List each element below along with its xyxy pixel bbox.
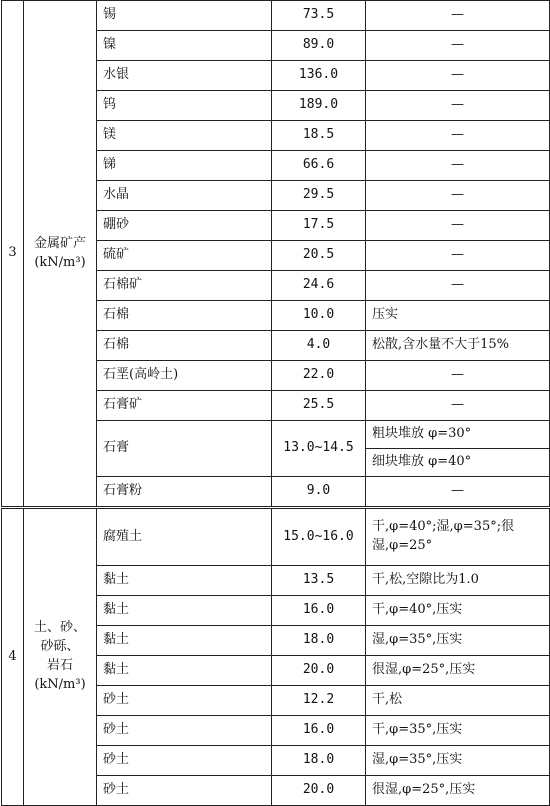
remark: — — [366, 477, 550, 508]
material-name: 硼砂 — [97, 211, 272, 241]
material-name: 水银 — [97, 61, 272, 91]
density-value: 4.0 — [272, 331, 366, 361]
density-value: 13.0~14.5 — [272, 421, 366, 477]
material-name: 黏土 — [97, 566, 272, 596]
density-value: 66.6 — [272, 151, 366, 181]
remark: 干,φ=35°,压实 — [366, 716, 550, 746]
material-name: 石膏粉 — [97, 477, 272, 508]
density-value: 18.0 — [272, 746, 366, 776]
material-name: 镁 — [97, 121, 272, 151]
remark: 湿,φ=35°,压实 — [366, 746, 550, 776]
density-value: 136.0 — [272, 61, 366, 91]
density-value: 18.0 — [272, 626, 366, 656]
density-value: 24.6 — [272, 271, 366, 301]
category-label: 土、砂、 — [33, 620, 86, 636]
material-name: 水晶 — [97, 181, 272, 211]
remark: — — [366, 361, 550, 391]
density-value: 16.0 — [272, 716, 366, 746]
remark: 很湿,φ=25°,压实 — [366, 656, 550, 686]
category-label: 金属矿产 — [33, 235, 86, 251]
section-category — [24, 1, 97, 508]
remark: — — [366, 121, 550, 151]
density-value: 13.5 — [272, 566, 366, 596]
material-name: 腐殖土 — [97, 508, 272, 566]
density-value: 17.5 — [272, 211, 366, 241]
material-density-table — [1, 0, 550, 806]
category-label: 岩石 — [46, 658, 73, 673]
remark: — — [366, 151, 550, 181]
remark: — — [366, 271, 550, 301]
material-name: 石棉 — [97, 331, 272, 361]
material-name: 石膏矿 — [97, 391, 272, 421]
remark: 湿,φ=35°,压实 — [366, 626, 550, 656]
material-name: 石膏 — [97, 421, 272, 477]
remark: — — [366, 1, 550, 31]
section-number: 3 — [2, 1, 24, 508]
density-value: 16.0 — [272, 596, 366, 626]
material-name: 砂土 — [97, 776, 272, 806]
density-value: 189.0 — [272, 91, 366, 121]
density-value: 20.0 — [272, 656, 366, 686]
remark: 干,松 — [366, 686, 550, 716]
density-value: 25.5 — [272, 391, 366, 421]
density-value: 18.5 — [272, 121, 366, 151]
category-label: 砂砾、 — [40, 639, 80, 655]
density-value: 73.5 — [272, 1, 366, 31]
material-name: 砂土 — [97, 746, 272, 776]
remark: 干,φ=40°,压实 — [366, 596, 550, 626]
material-name: 锡 — [97, 1, 272, 31]
remark: — — [366, 391, 550, 421]
category-unit: (kN/m³) — [34, 254, 86, 270]
remark: 压实 — [366, 301, 550, 331]
remark: — — [366, 211, 550, 241]
section-number: 4 — [2, 508, 24, 806]
table-row — [2, 1, 550, 31]
material-name: 硫矿 — [97, 241, 272, 271]
remark: — — [366, 31, 550, 61]
material-name: 黏土 — [97, 596, 272, 626]
remark: 干,松,空隙比为1.0 — [366, 566, 550, 596]
density-value: 12.2 — [272, 686, 366, 716]
material-name: 砂土 — [97, 686, 272, 716]
material-name: 石棉 — [97, 301, 272, 331]
section-category — [24, 508, 97, 806]
density-value: 89.0 — [272, 31, 366, 61]
density-value: 22.0 — [272, 361, 366, 391]
remark: 细块堆放 φ=40° — [366, 449, 550, 477]
remark: 松散,含水量不大于15% — [366, 331, 550, 361]
remark: 干,φ=40°;湿,φ=35°;很湿,φ=25° — [366, 508, 550, 566]
density-value: 29.5 — [272, 181, 366, 211]
material-name: 锑 — [97, 151, 272, 181]
material-name: 钨 — [97, 91, 272, 121]
category-unit: (kN/m³) — [34, 676, 86, 692]
remark: 粗块堆放 φ=30° — [366, 421, 550, 449]
material-name: 石棉矿 — [97, 271, 272, 301]
material-name: 砂土 — [97, 716, 272, 746]
density-value: 15.0~16.0 — [272, 508, 366, 566]
density-value: 20.0 — [272, 776, 366, 806]
remark: — — [366, 181, 550, 211]
table-row — [2, 508, 550, 566]
remark: — — [366, 91, 550, 121]
material-name: 镍 — [97, 31, 272, 61]
density-value: 10.0 — [272, 301, 366, 331]
material-name: 黏土 — [97, 656, 272, 686]
density-value: 9.0 — [272, 477, 366, 508]
material-name: 石垩(高岭土) — [97, 361, 272, 391]
material-name: 黏土 — [97, 626, 272, 656]
remark: 很湿,φ=25°,压实 — [366, 776, 550, 806]
remark: — — [366, 241, 550, 271]
density-value: 20.5 — [272, 241, 366, 271]
remark: — — [366, 61, 550, 91]
